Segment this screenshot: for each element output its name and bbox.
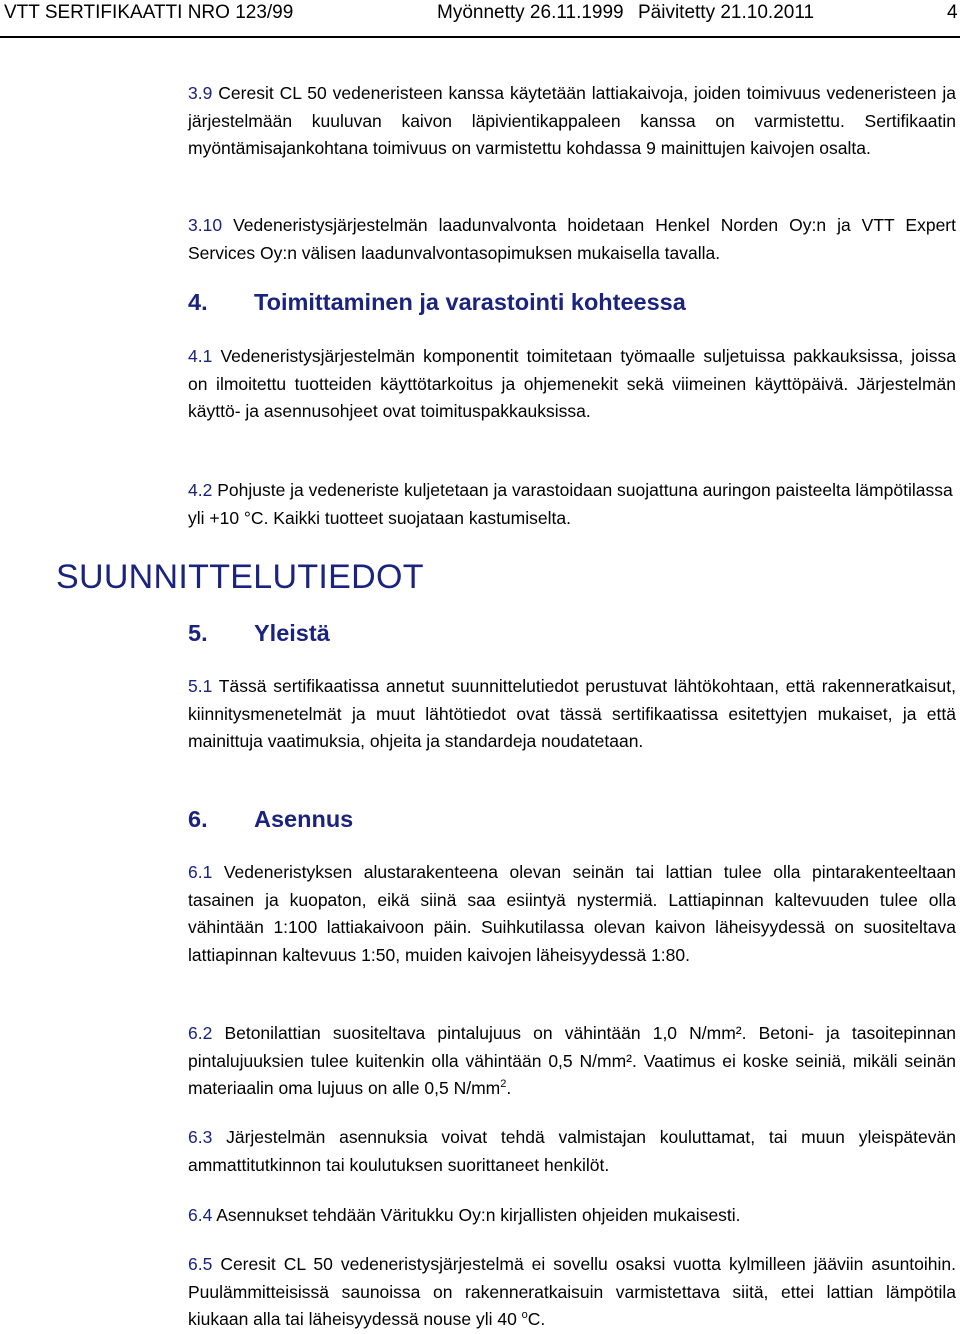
paragraph-text-end: . <box>506 1078 512 1098</box>
paragraph-text: Ceresit CL 50 vedeneristysjärjestelmä ei sovellu osaksi vuotta kylmilleen jääviin asuntoihin. Puulämmitteisissä saunoissa on rakenneratkaisuin varmistettava siitä, ettei lattian lämpötila kiukaan alla tai läheisyydessä nouse yli 40 <box>188 1254 956 1329</box>
section-number: 6.5 <box>188 1254 213 1274</box>
issued-date: Myönnetty 26.11.1999 <box>437 2 624 23</box>
section-heading-6 <box>188 806 353 833</box>
paragraph-text: Vedeneristyksen alustarakenteena olevan seinän tai lattian tulee olla pintarakenteeltaan tasainen ja kuopaton, eikä siinä saa esiintyä nystermiä. Lattiapinnan kaltevuuden tulee olla vähintään 1:100 lattiakaivoon päin. Suihkutilassa olevan kaivon läheisyydessä on suositeltava lattiapinnan kaltevuus 1:50, muiden kaivojen läheisyydessä 1:80. <box>188 862 956 965</box>
paragraph-text: Tässä sertifikaatissa annetut suunnittelutiedot perustuvat lähtökohtaan, että rakenneratkaisut, kiinnitysmenetelmät ja muut lähtötiedot ovat tässä sertifikaatissa esitettyjen mukaiset, ja että mainittuja vaatimuksia, ohjeita ja standardeja noudatetaan. <box>188 676 956 751</box>
paragraph-6-2 <box>188 1020 956 1103</box>
section-number: 3.10 <box>188 215 223 235</box>
paragraph-3-9 <box>188 80 956 163</box>
heading-number: 4. <box>188 289 208 315</box>
updated-date: Päivitetty 21.10.2011 <box>638 2 815 23</box>
paragraph-4-2 <box>188 477 956 532</box>
paragraph-text-end: C. <box>527 1309 546 1329</box>
heading-title: Toimittaminen ja varastointi kohteessa <box>254 289 686 315</box>
main-heading: SUUNNITTELUTIEDOT <box>56 558 424 596</box>
superscript: 2 <box>500 1078 507 1091</box>
heading-title: Asennus <box>254 806 354 832</box>
paragraph-text: Ceresit CL 50 vedeneristeen kanssa käytetään lattiakaivoja, joiden toimivuus vedeneristeen ja järjestelmään kuuluvan kaivon läpivientikappaleen kanssa on varmistettu. Sertifikaatin myöntämisajankohtana toimivuus on varmistettu kohdassa 9 mainittujen kaivojen osalta. <box>188 83 956 158</box>
heading-number: 5. <box>188 620 208 646</box>
paragraph-6-5 <box>188 1251 956 1334</box>
section-number: 4.2 <box>188 480 213 500</box>
section-number: 6.1 <box>188 862 213 882</box>
heading-title: Yleistä <box>254 620 330 646</box>
paragraph-3-10 <box>188 212 956 267</box>
section-number: 6.4 <box>188 1205 213 1225</box>
section-number: 6.2 <box>188 1023 213 1043</box>
paragraph-text: Pohjuste ja vedeneriste kuljetetaan ja varastoidaan suojattuna auringon paisteelta lämpötilassa yli +10 °C. Kaikki tuotteet suojataan kastumiselta. <box>188 480 953 528</box>
paragraph-4-1 <box>188 343 956 426</box>
section-number: 5.1 <box>188 676 213 696</box>
superscript: o <box>521 1309 528 1322</box>
paragraph-5-1 <box>188 673 956 756</box>
paragraph-text: Vedeneristysjärjestelmän komponentit toimitetaan työmaalle suljetuissa pakkauksissa, joissa on ilmoitettu tuotteiden käyttötarkoitus ja ohjemenekit sekä viimeinen käyttöpäivä. Järjestelmän käyttö- ja asennusohjeet ovat toimituspakkauksissa. <box>188 346 956 421</box>
paragraph-text: Järjestelmän asennuksia voivat tehdä valmistajan kouluttamat, tai muun yleispätevän ammattitutkinnon tai koulutuksen suorittaneet henkilöt. <box>188 1127 956 1175</box>
section-number: 6.3 <box>188 1127 213 1147</box>
certificate-number: VTT SERTIFIKAATTI NRO 123/99 <box>4 2 294 23</box>
paragraph-text: Vedeneristysjärjestelmän laadunvalvonta hoidetaan Henkel Norden Oy:n ja VTT Expert Services Oy:n välisen laadunvalvontasopimuksen mukaisella tavalla. <box>188 215 956 263</box>
paragraph-6-4 <box>188 1202 956 1230</box>
paragraph-6-3 <box>188 1124 956 1179</box>
paragraph-text: Asennukset tehdään Väritukku Oy:n kirjallisten ohjeiden mukaisesti. <box>216 1205 741 1225</box>
section-number: 3.9 <box>188 83 213 103</box>
header-rule <box>0 36 960 38</box>
heading-number: 6. <box>188 806 208 832</box>
page-header <box>0 2 960 26</box>
section-heading-5 <box>188 620 330 647</box>
section-number: 4.1 <box>188 346 213 366</box>
page-number: 4 <box>947 2 958 23</box>
section-heading-4 <box>188 289 686 316</box>
paragraph-text: Betonilattian suositeltava pintalujuus on vähintään 1,0 N/mm². Betoni- ja tasoitepinnan pintalujuuksien tulee kuitenkin olla vähintään 0,5 N/mm². Vaatimus ei koske seiniä, mikäli seinän materiaalin oma lujuus on alle 0,5 N/mm <box>188 1023 956 1098</box>
paragraph-6-1 <box>188 859 956 969</box>
